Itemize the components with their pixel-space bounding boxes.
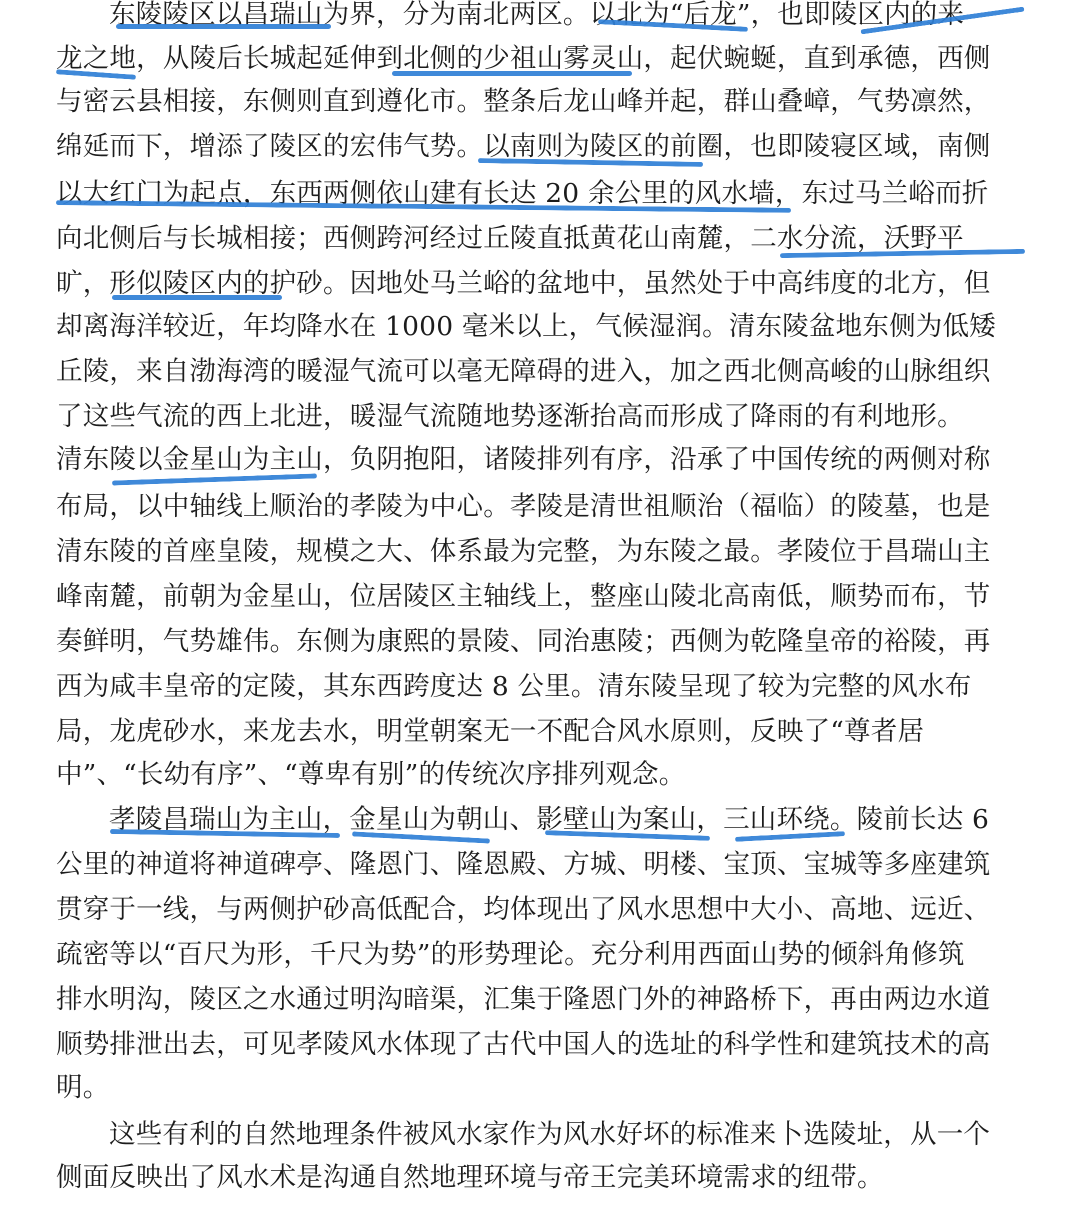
text-line: 却离海洋较近，年均降水在 1000 毫米以上，气候湿润。清东陵盆地东侧为低矮 (56, 311, 996, 342)
text-line: 公里的神道将神道碑亭、隆恩门、隆恩殿、方城、明楼、宝顶、宝城等多座建筑 (56, 849, 991, 880)
text-line: 排水明沟，陵区之水通过明沟暗渠，汇集于隆恩门外的神路桥下，再由两边水道 (56, 984, 991, 1015)
text-line: 明。 (56, 1072, 110, 1103)
text-line: 峰南麓，前朝为金星山，位居陵区主轴线上，整座山陵北高南低，顺势而布，节 (56, 581, 991, 612)
text-line: 东陵陵区以昌瑞山为界，分为南北两区。以北为“后龙”，也即陵区内的来 (109, 0, 965, 30)
text-line: 清东陵以金星山为主山，负阴抱阳，诸陵排列有序，沿承了中国传统的两侧对称 (56, 444, 991, 475)
text-line: 孝陵昌瑞山为主山，金星山为朝山、影壁山为案山，三山环绕。陵前长达 6 (109, 804, 990, 835)
text-line: 侧面反映出了风水术是沟通自然地理环境与帝王完美环境需求的纽带。 (56, 1162, 884, 1193)
text-line: 清东陵的首座皇陵，规模之大、体系最为完整，为东陵之最。孝陵位于昌瑞山主 (56, 536, 991, 567)
text-line: 西为咸丰皇帝的定陵，其东西跨度达 8 公里。清东陵呈现了较为完整的风水布 (56, 671, 972, 702)
text-line: 与密云县相接，东侧则直到遵化市。整条后龙山峰并起，群山叠嶂，气势凛然， (56, 86, 991, 117)
text-line: 中”、“长幼有序”、“尊卑有别”的传统次序排列观念。 (56, 759, 686, 790)
text-line: 了这些气流的西上北进，暖湿气流随地势逐渐抬高而形成了降雨的有利地形。 (56, 401, 964, 432)
text-line: 丘陵，来自渤海湾的暖湿气流可以毫无障碍的进入，加之西北侧高峻的山脉组织 (56, 356, 991, 387)
text-line: 龙之地，从陵后长城起延伸到北侧的少祖山雾灵山，起伏蜿蜒，直到承德，西侧 (56, 43, 991, 74)
text-line: 绵延而下，增添了陵区的宏伟气势。以南则为陵区的前圈，也即陵寝区域，南侧 (56, 131, 991, 162)
text-line: 顺势排泄出去，可见孝陵风水体现了古代中国人的选址的科学性和建筑技术的高 (56, 1029, 991, 1060)
text-line: 这些有利的自然地理条件被风水家作为风水好坏的标准来卜选陵址，从一个 (109, 1119, 991, 1150)
text-line: 布局，以中轴线上顺治的孝陵为中心。孝陵是清世祖顺治（福临）的陵墓，也是 (56, 491, 991, 522)
underline-stroke (112, 295, 282, 300)
text-line: 以大红门为起点，东西两侧依山建有长达 20 余公里的风水墙，东过马兰峪而折 (56, 178, 989, 209)
underline-stroke (392, 71, 632, 76)
text-line: 贯穿于一线，与两侧护砂高低配合，均体现出了风水思想中大小、高地、远近、 (56, 894, 991, 925)
text-line: 局，龙虎砂水，来龙去水，明堂朝案无一不配合风水原则，反映了“尊者居 (56, 716, 925, 747)
underline-stroke (116, 24, 331, 29)
text-line: 奏鲜明，气势雄伟。东侧为康熙的景陵、同治惠陵；西侧为乾隆皇帝的裕陵，再 (56, 626, 991, 657)
text-line: 疏密等以“百尺为形，千尺为势”的形势理论。充分利用西面山势的倾斜角修筑 (56, 939, 965, 970)
text-line: 向北侧后与长城相接；西侧跨河经过丘陵直抵黄花山南麓，二水分流，沃野平 (56, 223, 964, 254)
text-line: 旷，形似陵区内的护砂。因地处马兰峪的盆地中，虽然处于中高纬度的北方，但 (56, 268, 991, 299)
